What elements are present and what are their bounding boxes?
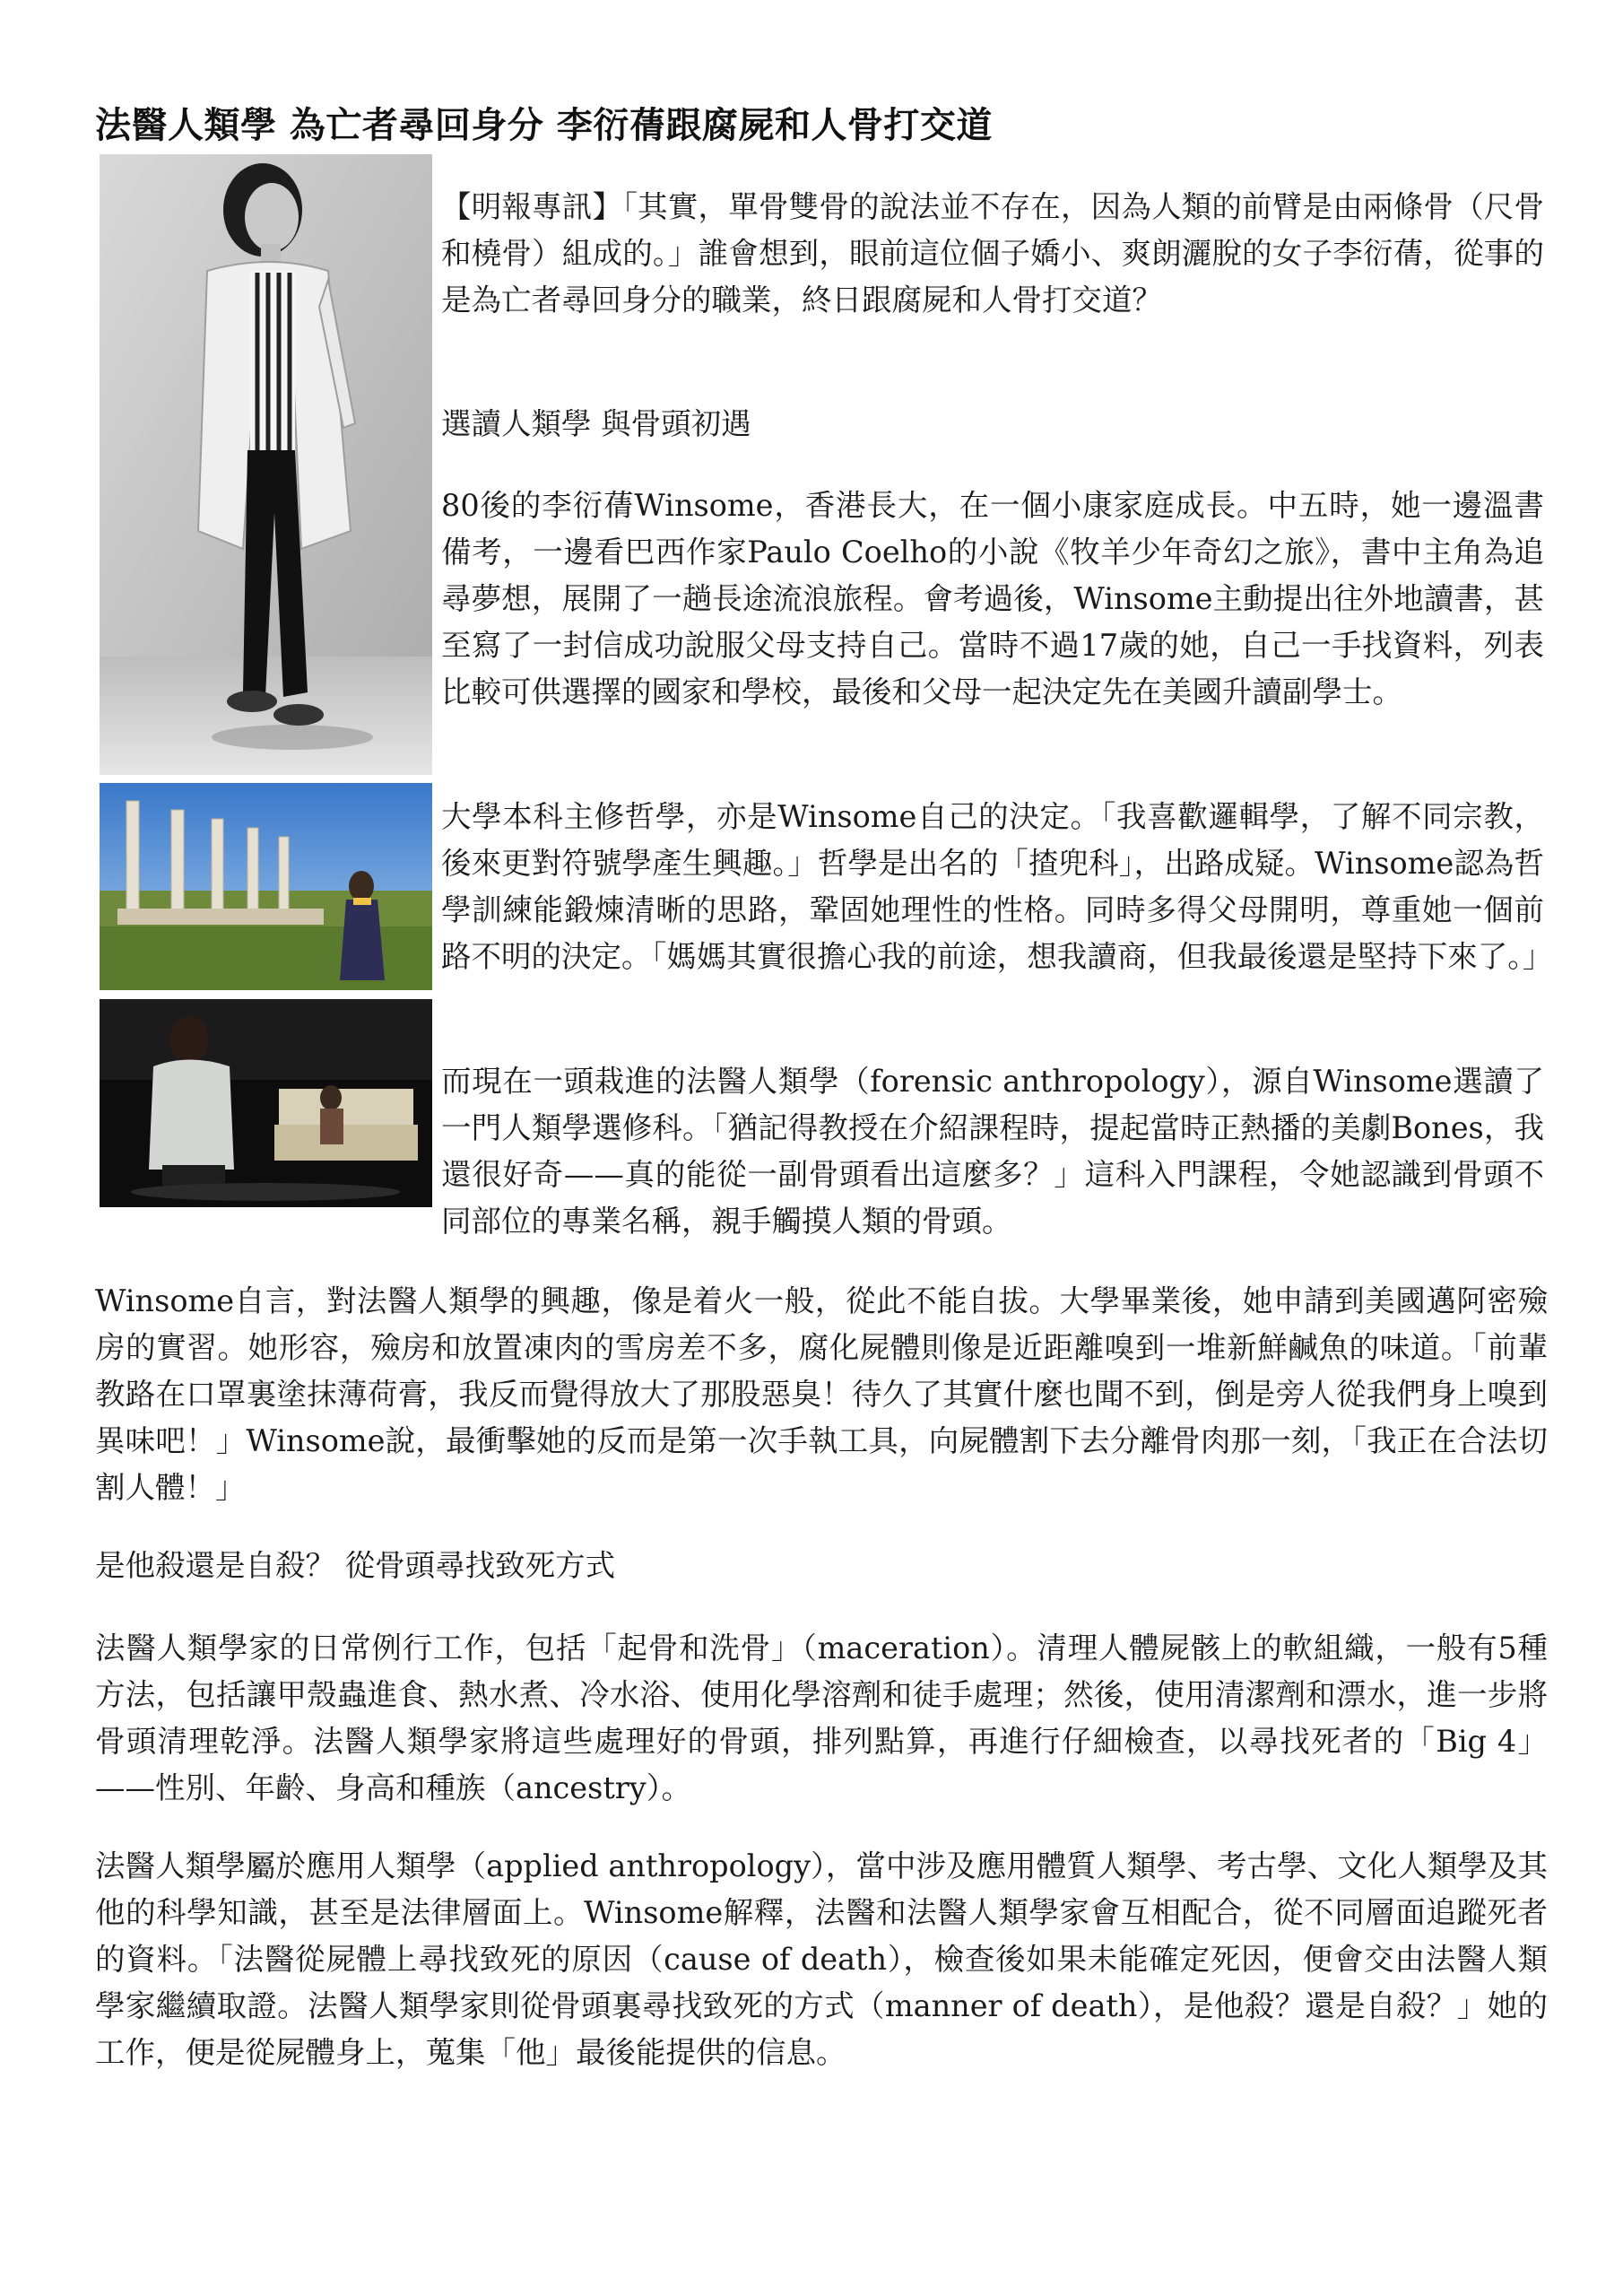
intro-column bbox=[441, 184, 1544, 324]
portrait-photo bbox=[100, 154, 432, 775]
stage-photo-image bbox=[100, 999, 432, 1207]
paragraph-5-block bbox=[95, 1625, 1548, 1812]
body-paragraph: 80後的李衍蒨Winsome，香港長大，在一個小康家庭成長。中五時，她一邊溫書備考，一邊看巴西作家Paulo Coelho的小說《牧羊少年奇幻之旅》，書中主角為追尋夢想，展開了一趟長途流浪旅程。會考過後，Winsome主動提出往外地讀書，甚至寫了一封信成功說服父母支持自己。當時不過17歲的她，自己一手找資料，列表比較可供選擇的國家和學校，最後和父母一起決定先在美國升讀副學士。 bbox=[441, 488, 1544, 709]
ruins-photo-image bbox=[100, 783, 432, 990]
body-paragraph: Winsome自言，對法醫人類學的興趣，像是着火一般，從此不能自拔。大學畢業後，她申請到美國邁阿密殮房的實習。她形容，殮房和放置凍肉的雪房差不多，腐化屍體則像是近距離嗅到一堆新鮮鹹魚的味道。「前輩教路在口罩裏塗抹薄荷膏，我反而覺得放大了那股惡臭！待久了其實什麼也聞不到，倒是旁人從我們身上嗅到異味吧！」Winsome說，最衝擊她的反而是第一次手執工具，向屍體割下去分離骨肉那一刻，「我正在合法切割人體！」 bbox=[95, 1283, 1548, 1505]
intro-paragraph: 【明報專訊】「其實，單骨雙骨的說法並不存在，因為人類的前臂是由兩條骨（尺骨和橈骨）組成的。」誰會想到，眼前這位個子嬌小、爽朗灑脫的女子李衍蒨，從事的是為亡者尋回身分的職業，終日跟腐屍和人骨打交道？ bbox=[441, 189, 1544, 317]
portrait-photo-image bbox=[100, 154, 432, 775]
paragraph-4-block bbox=[95, 1278, 1548, 1511]
section2-heading-block bbox=[95, 1543, 1548, 1589]
body-paragraph: 大學本科主修哲學，亦是Winsome自己的決定。「我喜歡邏輯學，了解不同宗教，後來更對符號學產生興趣。」哲學是出名的「揸兜科」，出路成疑。Winsome認為哲學訓練能鍛煉清晰的思路，鞏固她理性的性格。同時多得父母開明，尊重她一個前路不明的決定。「媽媽其實很擔心我的前途，想我讀商，但我最後還是堅持下來了。」 bbox=[441, 799, 1553, 974]
article-title: 法醫人類學 為亡者尋回身分 李衍蒨跟腐屍和人骨打交道 bbox=[95, 105, 993, 146]
section-heading: 選讀人類學 與骨頭初遇 bbox=[441, 406, 751, 441]
paragraph-3-block bbox=[441, 1058, 1544, 1245]
body-paragraph: 而現在一頭栽進的法醫人類學（forensic anthropology），源自Winsome選讀了一門人類學選修科。「猶記得教授在介紹課程時，提起當時正熱播的美劇Bones，我還很好奇——真的能從一副骨頭看出這麼多？」這科入門課程，令她認識到骨頭不同部位的專業名稱，親手觸摸人類的骨頭。 bbox=[441, 1064, 1544, 1239]
section-heading: 是他殺還是自殺？ 從骨頭尋找致死方式 bbox=[95, 1548, 616, 1583]
section1-heading-block bbox=[441, 401, 1544, 448]
body-paragraph: 法醫人類學屬於應用人類學（applied anthropology），當中涉及應用體質人類學、考古學、文化人類學及其他的科學知識，甚至是法律層面上。Winsome解釋，法醫和法醫人類學家會互相配合，從不同層面追蹤死者的資料。「法醫從屍體上尋找致死的原因（cause of death），檢查後如果未能確定死因，便會交由法醫人類學家繼續取證。法醫人類學家則從骨頭裏尋找致死的方式（manner of death），是他殺？還是自殺？」她的工作，便是從屍體身上，蒐集「他」最後能提供的信息。 bbox=[95, 1848, 1548, 2070]
ruins-travel-photo bbox=[100, 783, 432, 990]
stage-performance-photo bbox=[100, 999, 432, 1207]
body-paragraph: 法醫人類學家的日常例行工作，包括「起骨和洗骨」（maceration）。清理人體屍骸上的軟組織，一般有5種方法，包括讓甲殼蟲進食、熱水煮、冷水浴、使用化學溶劑和徒手處理；然後，使用清潔劑和漂水，進一步將骨頭清理乾淨。法醫人類學家將這些處理好的骨頭，排列點算，再進行仔細檢查，以尋找死者的「Big 4」——性別、年齡、身高和種族（ancestry）。 bbox=[95, 1631, 1548, 1805]
paragraph-1-block bbox=[441, 483, 1544, 716]
paragraph-2-block bbox=[441, 794, 1553, 980]
paragraph-6-block bbox=[95, 1843, 1548, 2076]
